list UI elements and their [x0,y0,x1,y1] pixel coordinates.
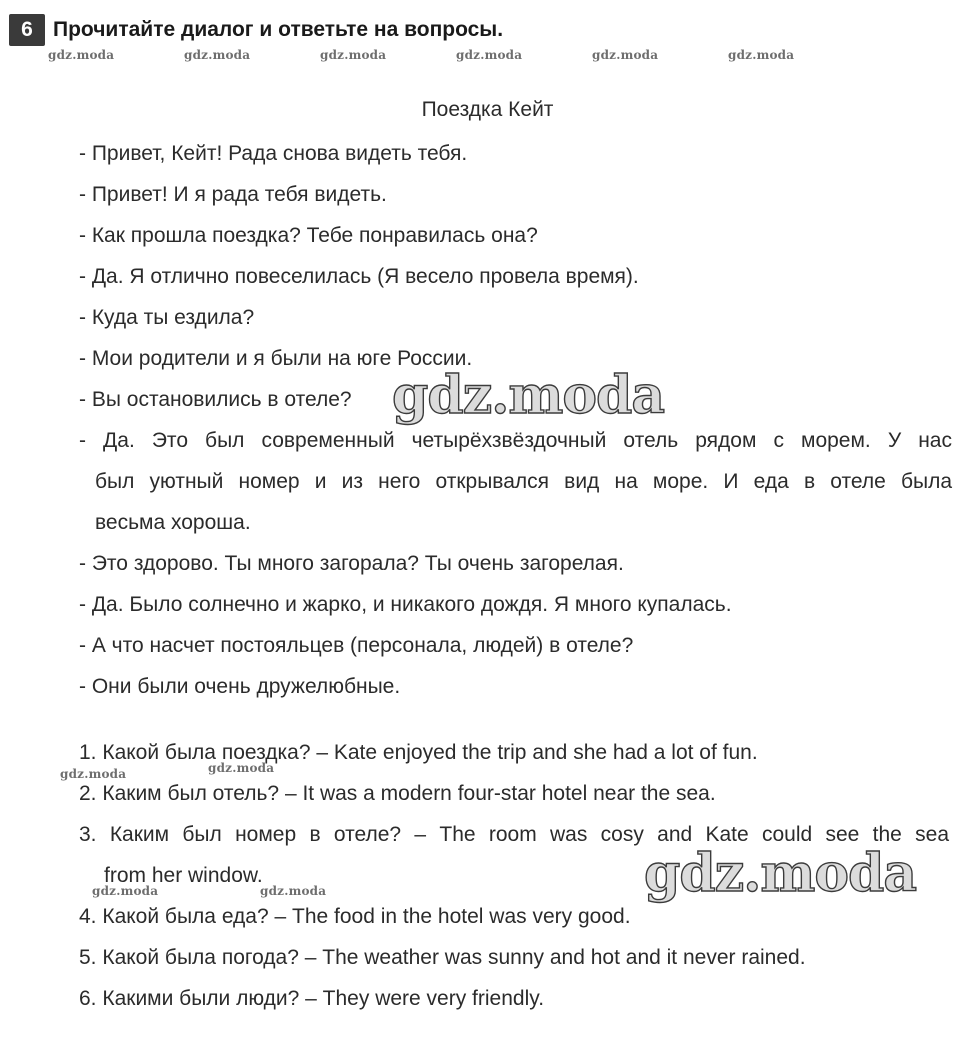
answer-line: 3. Каким был номер в отеле? – The room was cosy and Kate could see the sea [79,823,949,846]
dialog-line: - Как прошла поездка? Тебе понравилась она? [79,224,538,247]
dialog-line-continuation: весьма хороша. [95,511,251,534]
answer-line: 1. Какой была поездка? – Kate enjoyed the trip and she had a lot of fun. [79,741,758,764]
dialog-line: - Куда ты ездила? [79,306,255,329]
dialog-title: Поездка Кейт [421,98,554,121]
answer-line-continuation: from her window. [104,864,263,887]
dialog-line: - Да. Было солнечно и жарко, и никакого дождя. Я много купалась. [79,593,732,616]
dialog-line: - Да. Это был современный четырёхзвёздочный отель рядом с морем. У нас [79,429,952,452]
dialog-line: - Да. Я отлично повеселилась (Я весело провела время). [79,265,639,288]
answer-line: 2. Каким был отель? – It was a modern four-star hotel near the sea. [79,782,716,805]
watermark-small: gdz.moda [48,48,115,62]
exercise-instruction: Прочитайте диалог и ответьте на вопросы. [53,18,504,41]
watermark-large: gdz.moda [392,365,665,426]
watermark-small: gdz.moda [592,48,659,62]
answer-line: 5. Какой была погода? – The weather was sunny and hot and it never rained. [79,946,806,969]
watermark-small: gdz.moda [728,48,795,62]
dialog-line: - Они были очень дружелюбные. [79,675,401,698]
watermark-small: gdz.moda [92,884,159,898]
dialog-line: - А что насчет постояльцев (персонала, людей) в отеле? [79,634,634,657]
exercise-header [9,13,503,47]
answer-line: 6. Какими были люди? – They were very friendly. [79,987,545,1010]
answer-line: 4. Какой была еда? – The food in the hotel was very good. [79,905,631,928]
dialog-line-continuation: был уютный номер и из него открывался вид на море. И еда в отеле была [95,470,952,493]
dialog-line: - Вы остановились в отеле? [79,388,352,411]
watermark-small: gdz.moda [456,48,523,62]
dialog-line: - Мои родители и я были на юге России. [79,347,473,370]
watermark-small: gdz.moda [208,761,275,775]
watermark-small: gdz.moda [320,48,387,62]
watermark-large: gdz.moda [644,843,917,904]
dialog-line: - Привет! И я рада тебя видеть. [79,183,387,206]
watermark-small: gdz.moda [260,884,327,898]
dialog-line: - Это здорово. Ты много загорала? Ты очень загорелая. [79,552,624,575]
watermark-small: gdz.moda [60,767,127,781]
exercise-number-badge: 6 [9,14,45,46]
dialog-line: - Привет, Кейт! Рада снова видеть тебя. [79,142,468,165]
watermark-small: gdz.moda [184,48,251,62]
